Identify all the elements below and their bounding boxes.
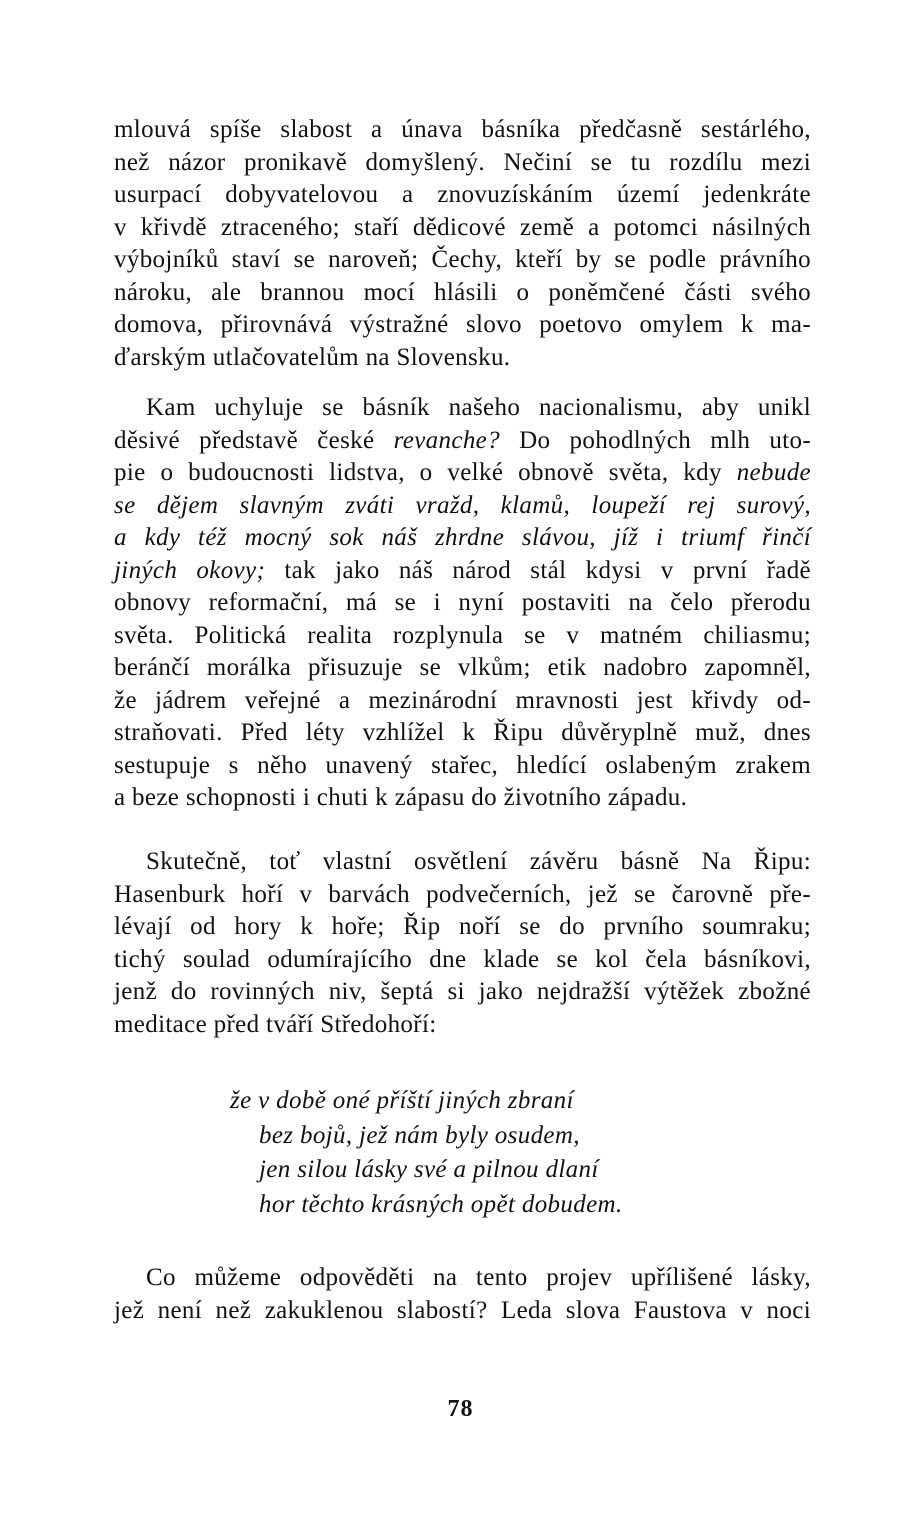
text-line: jež není než zakuklenou slabostí? Leda slova Faustova v noci [114,1296,811,1324]
text-line [114,392,811,425]
text-line [114,425,811,458]
text-line [114,750,811,783]
text-line: lévají od hory k hoře; Řip noří se do prvního soumraku; [114,913,811,940]
text-line [114,782,811,815]
text-line: meditace před tváří Středohoří: [114,1010,437,1038]
text-segment: obnovy reformační, má se i nyní postaviti na čelo přerodu [114,589,811,616]
text-segment: tak jako náš národ stál kdysi v první řadě [265,556,812,584]
text-line [114,555,811,588]
paragraph-1 [114,114,811,374]
italic-segment: se dějem slavným zváti vražd, klamů, loupeží rej surový, [114,491,811,519]
italic-segment: revanche? [393,426,500,454]
verse-line: hor těchto krásných opět dobudem. [259,1190,623,1218]
text-line: výbojníků staví se naroveň; Čechy, kteří by se podle právního [114,246,811,273]
verse-line: bez bojů, jež nám byly osudem, [259,1121,580,1149]
text-line: domova, přirovnává výstražné slovo poetovo omylem k ma- [114,311,811,338]
text-line: než názor pronikavě domyšlený. Nečiní se tu rozdílu mezi [114,148,811,176]
text-line [114,522,811,555]
text-line: nároku, ale brannou mocí hlásili o poněmčené části svého [114,278,811,306]
text-line: mlouvá spíše slabost a únava básníka předčasně sestárlého, [114,116,811,143]
text-line [114,685,811,718]
text-line: ďarským utlačovatelům na Slovensku. [114,343,511,371]
verse-line: že v době oné příští jiných zbraní [230,1087,574,1114]
text-line [114,620,811,653]
italic-segment: a kdy též mocný sok náš zhrdne slávou, jíž i triumf řinčí [114,524,811,551]
verse-quote [230,1084,623,1222]
italic-segment: nebude [736,459,811,486]
paragraph-4 [114,1262,811,1327]
text-line [114,652,811,685]
verse-line: jen silou lásky své a pilnou dlaní [259,1156,599,1183]
text-line: Co můžeme odpověděti na tento projev upřílišené lásky, [146,1264,811,1291]
text-line [114,717,811,750]
paragraph-2 [114,392,811,815]
text-segment: beránčí morálka přisuzuje se vlkům; etik nadobro zapomněl, [114,654,811,681]
text-line [114,490,811,523]
text-segment: a beze schopnosti i chuti k zápasu do životního západu. [114,784,688,811]
text-line: tichý soulad odumírajícího dne klade se kol čela básníkovi, [114,945,811,973]
text-segment: Kam uchyluje se básník našeho nacionalismu, aby unikl [146,394,811,421]
text-segment: že jádrem veřejné a mezinárodní mravnosti jest křivdy od- [114,686,811,714]
text-line: v křivdě ztraceného; staří dědicové země a potomci násilných [114,213,811,241]
text-line [114,457,811,490]
text-segment: světa. Politická realita rozplynula se v matném chiliasmu; [114,621,811,649]
text-segment: straňovati. Před léty vzhlížel k Řipu důvěryplně muž, dnes [114,719,811,746]
text-segment: Do pohodlných mlh uto- [499,426,811,454]
page-number: 78 [447,1396,474,1422]
text-line: Hasenburk hoří v barvách podvečerních, jež se čarovně pře- [114,880,811,908]
paragraph-3 [114,846,811,1041]
text-segment: sestupuje s něho unavený stařec, hledící oslabeným zrakem [114,751,811,779]
text-line [114,587,811,620]
text-line: jenž do rovinných niv, šeptá si jako nejdražší výtěžek zbožné [114,978,811,1005]
text-segment: pie o budoucnosti lidstva, o velké obnově světa, kdy [114,459,737,486]
text-segment: děsivé představě české [114,426,394,454]
text-line: Skutečně, toť vlastní osvětlení závěru básně Na Řipu: [146,848,811,875]
italic-segment: jiných okovy; [114,556,266,584]
text-line: usurpací dobyvatelovou a znovuzískáním území jedenkráte [114,181,811,208]
